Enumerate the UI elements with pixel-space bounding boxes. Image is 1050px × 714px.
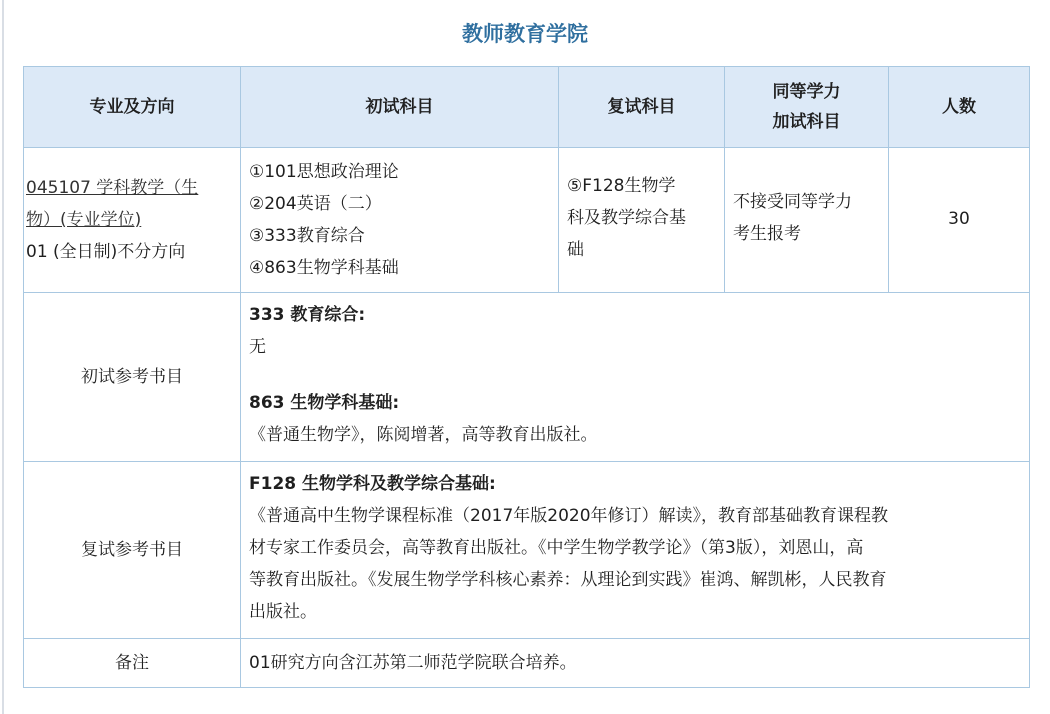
retest-ref-line3: 等教育出版社。《发展生物学学科核心素养：从理论到实践》崔鸿、解凯彬，人民教育 xyxy=(249,570,887,590)
header-equivalent-line2: 加试科目 xyxy=(772,112,841,132)
spacer xyxy=(249,363,1021,387)
page-title: 教师教育学院 xyxy=(462,22,588,46)
retest-line1: ⑤F128生物学 xyxy=(567,176,676,196)
direction-text: 01 (全日制)不分方向 xyxy=(26,242,186,262)
retest-ref-title: F128 生物学科及教学综合基础: xyxy=(249,474,496,494)
major-line2[interactable]: 物）(专业学位) xyxy=(26,210,142,230)
initial-refs-content xyxy=(241,293,1030,462)
retest-subjects-cell xyxy=(559,148,725,293)
header-count: 人数 xyxy=(889,67,1030,148)
initial-refs-label: 初试参考书目 xyxy=(24,293,241,462)
initial-ref-2-text: 《普通生物学》，陈阅增著，高等教育出版社。 xyxy=(249,425,598,445)
initial-subject-3: ③333教育综合 xyxy=(249,226,365,246)
initial-subject-4: ④863生物学科基础 xyxy=(249,258,399,278)
equivalent-line2: 考生报考 xyxy=(733,224,801,244)
page-left-border xyxy=(2,0,4,714)
header-major: 专业及方向 xyxy=(24,67,241,148)
major-line1[interactable]: 045107 学科教学（生 xyxy=(26,178,199,198)
initial-subject-1: ①101思想政治理论 xyxy=(249,162,399,182)
admission-table xyxy=(23,66,1030,688)
table-header-row xyxy=(24,67,1030,148)
retest-ref-line2: 材专家工作委员会，高等教育出版社。《中学生物学教学论》（第3版），刘恩山，高 xyxy=(249,538,864,558)
major-link[interactable] xyxy=(26,172,234,236)
equivalent-line1: 不接受同等学力 xyxy=(733,192,852,212)
retest-refs-content xyxy=(241,462,1030,639)
retest-ref-line1: 《普通高中生物学课程标准（2017年版2020年修订）解读》，教育部基础教育课程教 xyxy=(249,506,889,526)
retest-line2: 科及教学综合基 xyxy=(567,208,686,228)
retest-refs-row xyxy=(24,462,1030,639)
remarks-text: 01研究方向含江苏第二师范学院联合培养。 xyxy=(241,639,1030,688)
retest-line3: 础 xyxy=(567,240,584,260)
initial-refs-row xyxy=(24,293,1030,462)
initial-ref-1-text: 无 xyxy=(249,337,266,357)
major-cell xyxy=(24,148,241,293)
remarks-label: 备注 xyxy=(24,639,241,688)
equivalent-cell xyxy=(725,148,889,293)
remarks-row xyxy=(24,639,1030,688)
retest-refs-label: 复试参考书目 xyxy=(24,462,241,639)
initial-subjects-cell xyxy=(241,148,559,293)
header-retest-subjects: 复试科目 xyxy=(559,67,725,148)
table-row xyxy=(24,148,1030,293)
header-equivalent-line1: 同等学力 xyxy=(772,82,841,102)
header-initial-subjects: 初试科目 xyxy=(241,67,559,148)
header-equivalent xyxy=(725,67,889,148)
initial-ref-1-title: 333 教育综合: xyxy=(249,305,366,325)
initial-ref-2-title: 863 生物学科基础: xyxy=(249,393,400,413)
count-cell: 30 xyxy=(889,148,1030,293)
retest-ref-line4: 出版社。 xyxy=(249,602,317,622)
initial-subject-2: ②204英语（二） xyxy=(249,194,382,214)
